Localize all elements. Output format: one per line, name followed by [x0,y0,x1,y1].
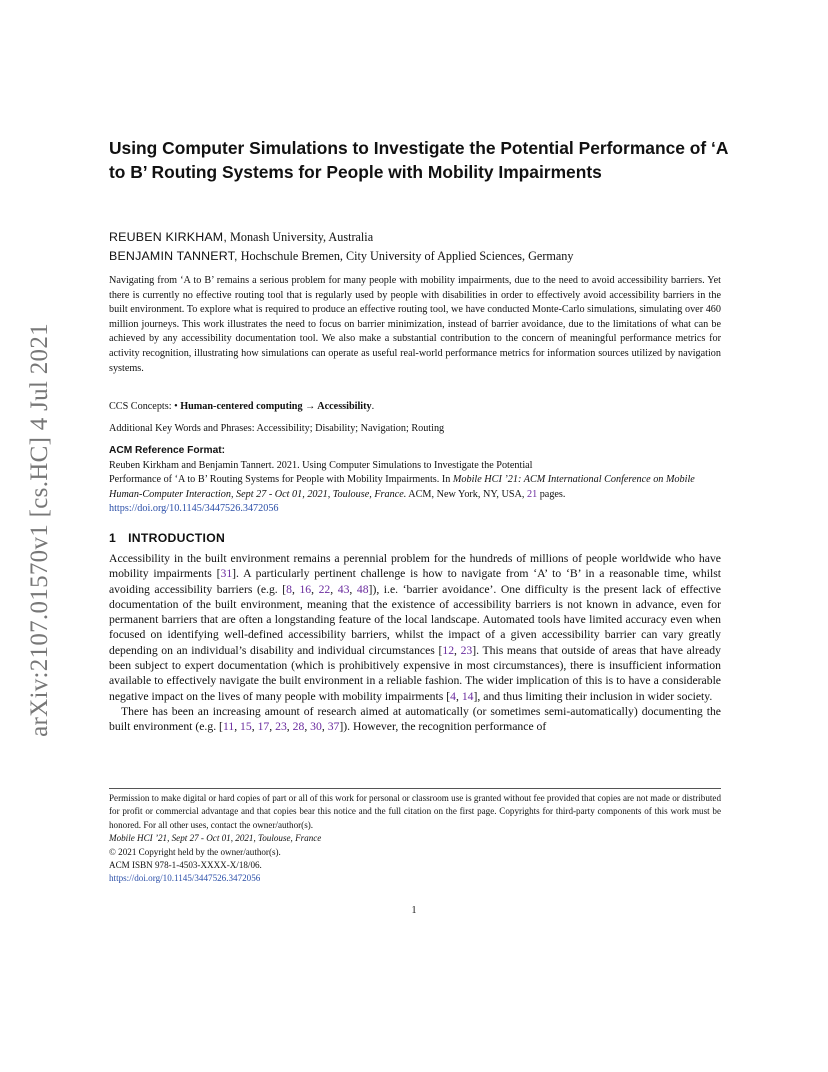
body-text-run: , [251,720,258,734]
body-text-run: , [321,720,328,734]
isbn-line: ACM ISBN 978-1-4503-XXXX-X/18/06. [109,860,262,871]
ccs-end: . [371,401,375,412]
ccs-concepts [109,400,721,414]
citation-link[interactable]: 11 [222,720,235,734]
author-affiliation: Monash University, Australia [226,230,374,244]
body-text-run: , [330,582,338,596]
reference-citation [109,473,721,502]
reference-venue: Mobile HCI ’21: ACM International Conference on Mobile Human-Computer Interaction, Sept 27 - Oct 01, 2021, Toulouse, France. [109,474,695,500]
body-text-run: , [291,582,300,596]
footnote-divider [109,788,721,789]
body-text-run: ]). However, the recognition performance of [339,720,547,734]
ccs-label: CCS Concepts: • [109,401,181,412]
reference-heading: ACM Reference Format: [109,445,226,456]
paragraph [109,704,721,735]
body-text-run: ]. This means that outside of areas that have already been subject to expert documentation (which is prohibitively expensive in most circumstances), there is insufficient information available to effectively navigate the built environment in a reliable fashion. The wider implication of this is to have a considerable negative impact on the lives of many people with mobility impairments [ [109,643,721,703]
body-text-run: ], and thus limiting their inclusion in wider society. [473,689,713,703]
ccs-concept: Human-centered computing → Accessibility [180,401,372,412]
citation-link[interactable]: 4 [450,689,456,703]
author-name: BENJAMIN TANNERT, [109,249,238,263]
page-number: 1 [411,905,417,916]
reference-line: Reuben Kirkham and Benjamin Tannert. 2021. Using Computer Simulations to Investigate the Potential [109,459,533,471]
citation-link[interactable]: 23 [275,720,287,734]
citation-link[interactable]: 37 [327,720,340,734]
body-text-run: Accessibility in the built environment remains a perennial problem for the hundreds of millions of people worldwide who have mobility impairments [ [109,552,721,581]
abstract: Navigating from ‘A to B’ remains a serious problem for many people with mobility impairments, due to the need to avoid accessibility barriers. Yet there is currently no effective routing tool that is regularly used by people with disabilities in order to effectively avoid accessibility barriers in the built environment. To explore what is required to produce an effective routing tool, we have conducted Monte-Carlo simulations, simulating over 460 million journeys. This work illustrates the need to focus on barrier minimization, instead of barrier avoidance, due to the limitations of what can be achieved by any accessibility documentation tool. We also make a substantial contribution to the concern of meaningful performance metrics for activity recognition, illustrating how simulations can operate as useful real-world performance metrics for information sources utilized by navigation systems. [109,275,721,374]
reference-line: Performance of ‘A to B’ Routing Systems for People with Mobility Impairments. In [109,474,453,486]
arxiv-identifier: arXiv:2107.01570v1 [cs.HC] 4 Jul 2021 [26,323,53,737]
footnote-venue: Mobile HCI ’21, Sept 27 - Oct 01, 2021, Toulouse, France [109,833,322,844]
body-text-run: , [286,720,293,734]
section-title: INTRODUCTION [128,531,226,545]
citation-link[interactable]: 48 [356,582,369,596]
citation-link[interactable]: 28 [292,720,305,734]
citation-link[interactable]: 22 [318,582,331,596]
body-text-run: , [455,689,462,703]
reference-doi-link[interactable]: https://doi.org/10.1145/3447526.3472056 [109,503,279,515]
body-text-run: , [349,582,357,596]
citation-link[interactable]: 15 [240,720,252,734]
reference-pages-word: pages. [537,488,566,500]
acm-reference-format [109,444,721,517]
introduction-body [109,551,721,735]
footnote-doi-link[interactable]: https://doi.org/10.1145/3447526.3472056 [109,873,261,884]
citation-link[interactable]: 31 [220,567,233,581]
body-text-run: , [234,720,241,734]
paragraph [109,551,721,704]
body-text-run: There has been an increasing amount of research aimed at automatically (or sometimes semi-automatically) documenting the built environment (e.g. [ [109,704,721,734]
reference-publisher: ACM, New York, NY, USA, [406,488,527,500]
citation-link[interactable]: 17 [257,720,270,734]
author-entry [109,228,729,247]
author-affiliation: Hochschule Bremen, City University of Applied Sciences, Germany [237,249,574,263]
citation-link[interactable]: 14 [461,689,474,703]
citation-link[interactable]: 30 [310,720,322,734]
body-text-run: ]), i.e. ‘barrier avoidance’. One difficulty is the present lack of effective documentation of the built environment, meaning that the existence of accessibility barriers is not known in advance, even for permanent barriers that are often a longstanding feature of the local landscape. Automated tools have limited accuracy even when focused on identifying well-defined accessibility barriers, whilst the impact of a given accessibility barrier can vary greatly depending on an individual’s disability and individual circumstances [ [109,582,721,657]
citation-link[interactable]: 23 [460,643,473,657]
body-text-run: , [304,720,311,734]
keywords: Additional Key Words and Phrases: Accessibility; Disability; Navigation; Routing [109,423,445,434]
body-text-run: ]. A particularly pertinent challenge is how to navigate from ‘A’ to ‘B’ in a reasonable time, whilst avoiding accessibility barriers (e.g. [ [109,567,722,596]
citation-link[interactable]: 8 [286,582,292,596]
citation-link[interactable]: 43 [337,582,350,596]
body-text-run: , [269,720,276,734]
permission-notice: Permission to make digital or hard copies of part or all of this work for personal or classroom use is granted without fee provided that copies are not made or distributed for profit or commercial advantage and that copies bear this notice and the full citation on the first page. Copyrights for third-party components of this work must be honored. For all other uses, contact the owner/author(s). [109,793,721,830]
author-list [109,228,729,266]
body-text-run: , [454,643,461,657]
reference-pages-link[interactable]: 21 [526,488,538,500]
section-heading [109,531,225,545]
citation-link[interactable]: 16 [299,582,312,596]
paper-title: Using Computer Simulations to Investigate the Potential Performance of ‘A to B’ Routing Systems for People with Mobility Impairments [109,138,728,182]
author-entry [109,247,729,266]
body-text-run: , [311,582,319,596]
copyright-line: © 2021 Copyright held by the owner/author(s). [109,846,281,857]
citation-link[interactable]: 12 [442,643,455,657]
section-number: 1 [109,531,117,545]
copyright-footnote [109,792,721,886]
author-name: REUBEN KIRKHAM, [109,230,227,244]
